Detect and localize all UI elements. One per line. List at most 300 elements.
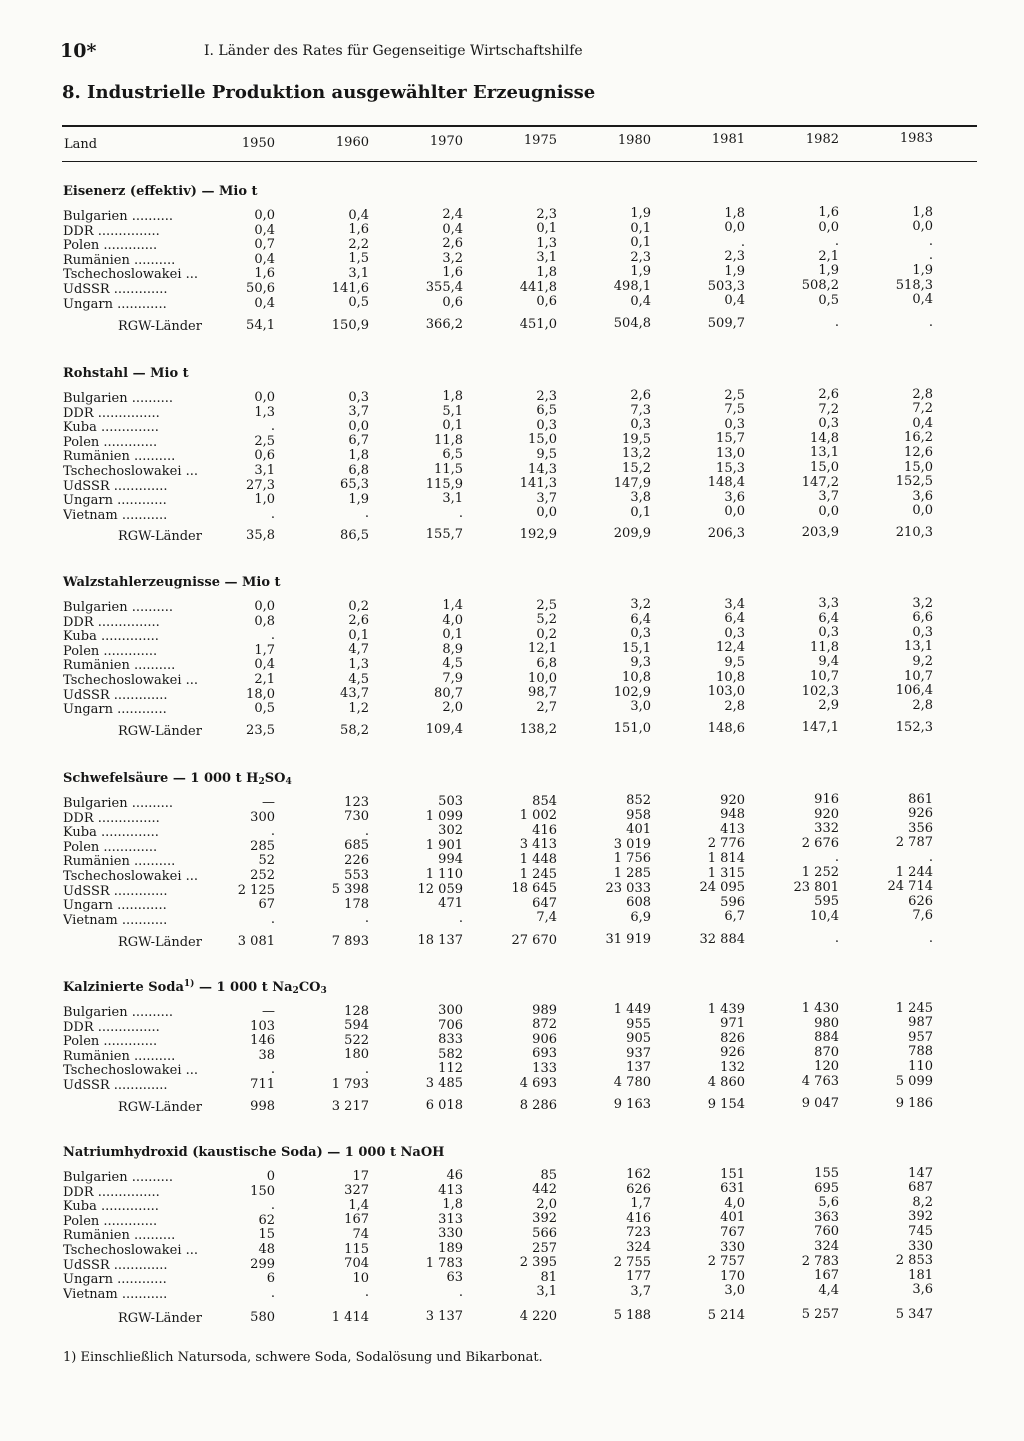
table-cell: 0,0 bbox=[536, 505, 557, 521]
table-cell: . bbox=[834, 850, 839, 866]
table-cell: 7,4 bbox=[536, 910, 557, 926]
table-cell: 27,3 bbox=[246, 477, 275, 493]
table-cell: 0,3 bbox=[630, 417, 651, 433]
column-header-year: 1980 bbox=[617, 133, 651, 148]
table-cell: 1 245 bbox=[895, 1000, 933, 1016]
total-label: RGW-Länder bbox=[118, 319, 202, 334]
table-cell: 5 398 bbox=[331, 882, 369, 898]
table-cell: 416 bbox=[626, 1210, 651, 1226]
row-label: Tschechoslowakei ... bbox=[63, 674, 199, 688]
table-cell: 994 bbox=[438, 852, 463, 868]
table-cell: 170 bbox=[720, 1268, 745, 1284]
row-label: Kuba .............. bbox=[63, 630, 159, 645]
page-header bbox=[60, 40, 620, 64]
column-header-row bbox=[0, 131, 1024, 154]
table-cell: . bbox=[834, 234, 839, 250]
table-cell: 299 bbox=[250, 1256, 275, 1272]
row-label: UdSSR ............. bbox=[63, 884, 168, 899]
table-cell: 905 bbox=[626, 1031, 651, 1047]
table-cell: 0,1 bbox=[536, 221, 557, 237]
table-cell: 1,8 bbox=[536, 264, 557, 280]
table-cell: 24 714 bbox=[887, 879, 933, 895]
table-cell: 1 449 bbox=[613, 1002, 651, 1017]
table-cell: 1 793 bbox=[331, 1076, 369, 1092]
total-cell: . bbox=[928, 314, 933, 330]
table-cell: 631 bbox=[720, 1181, 745, 1197]
row-label: Polen ............. bbox=[63, 840, 158, 855]
table-cell: — bbox=[262, 1004, 275, 1019]
table-cell: 1 783 bbox=[425, 1255, 463, 1271]
row-label: Kuba .............. bbox=[63, 826, 159, 841]
table-cell: 7,2 bbox=[912, 401, 933, 417]
table-cell: 0,2 bbox=[348, 598, 369, 614]
table-cell: 2,8 bbox=[912, 697, 933, 713]
table-cell: 38 bbox=[258, 1047, 275, 1063]
table-cell: 955 bbox=[626, 1016, 651, 1032]
table-cell: 148,4 bbox=[707, 475, 745, 491]
table-cell: 327 bbox=[344, 1183, 369, 1199]
table-cell: 50,6 bbox=[246, 281, 275, 296]
total-cell: 3 137 bbox=[425, 1309, 463, 1324]
table-cell: 1,5 bbox=[348, 251, 369, 267]
chemical-formula-part: 2 bbox=[292, 986, 299, 996]
total-cell: 148,6 bbox=[707, 720, 745, 736]
table-cell: . bbox=[458, 1284, 463, 1300]
table-cell: 833 bbox=[438, 1032, 463, 1048]
table-cell: 1 315 bbox=[707, 865, 745, 881]
table-cell: 103,0 bbox=[707, 684, 745, 700]
table-cell: 2,6 bbox=[818, 387, 839, 402]
table-cell: 177 bbox=[626, 1269, 651, 1285]
column-header-year: 1981 bbox=[711, 132, 745, 147]
table-cell: 1 448 bbox=[519, 851, 557, 867]
section-title-text: Kalzinierte Soda bbox=[63, 980, 184, 995]
total-cell: 203,9 bbox=[801, 525, 839, 540]
table-cell: 0,7 bbox=[254, 237, 275, 253]
table-cell: 2,3 bbox=[536, 388, 557, 404]
table-cell: 0,4 bbox=[254, 251, 275, 267]
table-cell: 0,4 bbox=[254, 295, 275, 311]
column-header-year: 1983 bbox=[899, 131, 933, 146]
table-cell: 189 bbox=[438, 1241, 463, 1256]
table-cell: 9,5 bbox=[536, 446, 557, 462]
table-cell: 2,3 bbox=[630, 249, 651, 265]
table-cell: 12,4 bbox=[716, 640, 745, 656]
table-cell: 7,9 bbox=[442, 671, 463, 686]
total-cell: 54,1 bbox=[246, 318, 275, 333]
table-cell: 0,0 bbox=[254, 208, 275, 223]
table-cell: 3,6 bbox=[912, 488, 933, 504]
table-cell: 1,8 bbox=[348, 447, 369, 463]
table-cell: 3,1 bbox=[536, 250, 557, 266]
row-label: Rumänien .......... bbox=[63, 1049, 176, 1064]
table-cell: 85 bbox=[540, 1167, 557, 1183]
table-cell: 3,1 bbox=[254, 463, 275, 478]
table-cell: 926 bbox=[720, 1045, 745, 1061]
table-cell: 15,7 bbox=[716, 431, 745, 447]
total-cell: 9 154 bbox=[707, 1096, 745, 1112]
section-title-text: Rohstahl — Mio t bbox=[63, 366, 189, 381]
table-cell: 5,6 bbox=[818, 1195, 839, 1211]
table-cell: 441,8 bbox=[519, 279, 557, 295]
table-cell: . bbox=[270, 824, 275, 840]
table-cell: 0,0 bbox=[912, 219, 933, 235]
table-cell: 10,8 bbox=[622, 670, 651, 685]
table-cell: 3,1 bbox=[442, 491, 463, 507]
table-cell: 17 bbox=[352, 1168, 369, 1184]
total-cell: 150,9 bbox=[331, 317, 369, 333]
total-cell: 58,2 bbox=[340, 722, 369, 738]
table-cell: 1 099 bbox=[425, 808, 463, 824]
table-cell: 0,5 bbox=[254, 701, 275, 717]
table-cell: 330 bbox=[720, 1239, 745, 1255]
table-cell: 300 bbox=[250, 809, 275, 825]
row-label: Tschechoslowakei ... bbox=[63, 870, 199, 884]
table-cell: 0,8 bbox=[254, 613, 275, 629]
table-cell: 401 bbox=[720, 1210, 745, 1226]
total-cell: 451,0 bbox=[519, 316, 557, 332]
row-label: Polen ............. bbox=[63, 239, 158, 254]
table-cell: 0,3 bbox=[724, 625, 745, 641]
table-cell: 0,1 bbox=[348, 627, 369, 643]
row-label: Bulgarien .......... bbox=[63, 797, 174, 811]
total-cell: 109,4 bbox=[425, 722, 463, 737]
table-cell: 442 bbox=[532, 1182, 557, 1198]
table-cell: 926 bbox=[908, 806, 933, 822]
table-cell: 146 bbox=[250, 1033, 275, 1049]
table-cell: 1 110 bbox=[425, 867, 463, 882]
total-cell: 206,3 bbox=[707, 525, 745, 541]
table-cell: 0,5 bbox=[818, 292, 839, 308]
table-cell: 1,9 bbox=[818, 263, 839, 279]
table-cell: 11,5 bbox=[434, 462, 463, 477]
table-cell: 313 bbox=[438, 1211, 463, 1227]
section-title bbox=[63, 771, 292, 786]
total-label: RGW-Länder bbox=[118, 935, 202, 950]
table-cell: 566 bbox=[532, 1225, 557, 1241]
table-cell: 1,4 bbox=[442, 598, 463, 613]
table-cell: 4,4 bbox=[818, 1282, 839, 1298]
table-cell: 180 bbox=[344, 1047, 369, 1063]
table-cell: . bbox=[928, 233, 933, 249]
table-cell: 10,0 bbox=[528, 670, 557, 686]
row-label: Bulgarien .......... bbox=[63, 1006, 174, 1020]
table-cell: 0,4 bbox=[724, 293, 745, 309]
row-label: Polen ............. bbox=[63, 435, 158, 450]
table-cell: . bbox=[270, 628, 275, 644]
total-cell: 209,9 bbox=[613, 526, 651, 541]
row-label: Bulgarien .......... bbox=[63, 601, 174, 615]
table-cell: 0,0 bbox=[348, 418, 369, 434]
table-cell: 128 bbox=[344, 1003, 369, 1019]
table-cell: . bbox=[740, 234, 745, 250]
total-cell: 86,5 bbox=[340, 527, 369, 543]
chemical-formula-part: H bbox=[246, 771, 259, 786]
table-cell: 363 bbox=[814, 1209, 839, 1225]
row-label: Rumänien .......... bbox=[63, 855, 176, 870]
table-cell: 178 bbox=[344, 896, 369, 912]
table-cell: 1 430 bbox=[801, 1001, 839, 1016]
table-cell: . bbox=[928, 248, 933, 264]
column-header-year: 1982 bbox=[805, 132, 839, 147]
table-cell: 2 676 bbox=[801, 835, 839, 851]
table-cell: 5,2 bbox=[536, 612, 557, 628]
total-cell: 580 bbox=[250, 1310, 275, 1325]
table-cell: 5,1 bbox=[442, 403, 463, 419]
table-cell: 151 bbox=[720, 1166, 745, 1182]
table-cell: 2,8 bbox=[912, 386, 933, 402]
table-cell: 9,3 bbox=[630, 655, 651, 671]
table-cell: 6,7 bbox=[724, 909, 745, 925]
table-cell: 693 bbox=[532, 1046, 557, 1062]
table-cell: 10,4 bbox=[810, 908, 839, 924]
table-cell: 10 bbox=[352, 1270, 369, 1286]
table-cell: 167 bbox=[814, 1268, 839, 1284]
table-cell: 7,2 bbox=[818, 401, 839, 417]
total-cell: 147,1 bbox=[801, 720, 839, 735]
table-cell: 15 bbox=[258, 1227, 275, 1243]
table-cell: 2,6 bbox=[442, 236, 463, 252]
table-cell: 10,8 bbox=[716, 669, 745, 685]
table-cell: 15,0 bbox=[904, 459, 933, 475]
row-label: Polen ............. bbox=[63, 1035, 158, 1050]
table-cell: 471 bbox=[438, 896, 463, 912]
table-cell: . bbox=[270, 506, 275, 522]
row-label: DDR ............... bbox=[63, 811, 160, 826]
table-cell: 1 244 bbox=[895, 864, 933, 880]
table-cell: 6,7 bbox=[348, 433, 369, 449]
column-header-year: 1975 bbox=[523, 133, 557, 148]
table-cell: 300 bbox=[438, 1003, 463, 1018]
table-cell: 647 bbox=[532, 895, 557, 911]
table-cell: 80,7 bbox=[434, 685, 463, 701]
total-cell: 3 081 bbox=[237, 934, 275, 949]
table-cell: . bbox=[270, 1198, 275, 1214]
table-cell: 18 645 bbox=[511, 881, 557, 897]
table-cell: 503 bbox=[438, 794, 463, 809]
table-cell: 2,0 bbox=[536, 1196, 557, 1212]
table-cell: 1,9 bbox=[630, 264, 651, 280]
total-cell: 31 919 bbox=[605, 932, 651, 947]
table-cell: 46 bbox=[446, 1168, 463, 1183]
table-cell: 257 bbox=[532, 1240, 557, 1256]
table-cell: 392 bbox=[532, 1211, 557, 1227]
total-cell: 9 186 bbox=[895, 1095, 933, 1111]
row-label: Ungarn ............ bbox=[63, 899, 167, 914]
chemical-formula-part: 4 bbox=[285, 777, 292, 787]
table-cell: 687 bbox=[908, 1180, 933, 1196]
table-cell: 416 bbox=[532, 822, 557, 838]
table-cell: . bbox=[270, 1062, 275, 1078]
table-cell: 98,7 bbox=[528, 685, 557, 701]
table-cell: 971 bbox=[720, 1016, 745, 1032]
table-cell: 3 413 bbox=[519, 837, 557, 853]
section-title-text: Natriumhydroxid (kaustische Soda) — 1 000 t NaOH bbox=[63, 1145, 445, 1160]
table-cell: — bbox=[262, 795, 275, 810]
row-label: Vietnam ........... bbox=[63, 508, 168, 523]
table-cell: 356 bbox=[908, 820, 933, 836]
row-label: Rumänien .......... bbox=[63, 659, 176, 674]
row-label: Ungarn ............ bbox=[63, 1273, 167, 1288]
table-cell: 2 757 bbox=[707, 1254, 745, 1270]
table-cell: 0,6 bbox=[536, 294, 557, 310]
table-cell: 1,9 bbox=[348, 491, 369, 507]
table-cell: 0,0 bbox=[724, 220, 745, 236]
table-cell: . bbox=[458, 505, 463, 521]
total-cell: 18 137 bbox=[417, 933, 463, 948]
table-cell: 102,9 bbox=[613, 684, 651, 700]
row-label: Tschechoslowakei ... bbox=[63, 1244, 199, 1258]
table-cell: 106,4 bbox=[895, 683, 933, 699]
section-title-unit: — 1 000 t bbox=[198, 980, 268, 995]
table-cell: 102,3 bbox=[801, 683, 839, 699]
table-cell: 1,3 bbox=[254, 404, 275, 420]
table-cell: 9,2 bbox=[912, 653, 933, 669]
row-label: Ungarn ............ bbox=[63, 297, 167, 312]
table-cell: 3,7 bbox=[818, 489, 839, 505]
row-label: DDR ............... bbox=[63, 224, 160, 239]
table-cell: 355,4 bbox=[425, 280, 463, 295]
table-cell: 141,6 bbox=[331, 280, 369, 296]
column-header-year: 1950 bbox=[241, 136, 275, 151]
table-cell: 16,2 bbox=[904, 430, 933, 446]
section-title bbox=[63, 366, 189, 381]
table-cell: 252 bbox=[250, 868, 275, 883]
chemical-formula-part: CO bbox=[298, 980, 321, 995]
table-cell: 110 bbox=[908, 1058, 933, 1074]
row-label: Rumänien .......... bbox=[63, 1229, 176, 1244]
table-cell: 906 bbox=[532, 1031, 557, 1047]
table-cell: . bbox=[270, 419, 275, 435]
table-cell: 6 bbox=[266, 1271, 275, 1287]
total-cell: 5 214 bbox=[707, 1307, 745, 1323]
total-cell: 27 670 bbox=[511, 932, 557, 948]
table-cell: 12,6 bbox=[904, 444, 933, 460]
table-cell: 2,2 bbox=[348, 236, 369, 252]
table-cell: 0,4 bbox=[630, 293, 651, 309]
table-cell: 52 bbox=[258, 853, 275, 869]
total-cell: 23,5 bbox=[246, 723, 275, 738]
table-cell: . bbox=[270, 911, 275, 927]
column-header-land: Land bbox=[64, 137, 98, 152]
table-cell: 10,7 bbox=[904, 668, 933, 684]
table-cell: 2 783 bbox=[801, 1253, 839, 1269]
table-cell: 2,5 bbox=[536, 597, 557, 613]
table-cell: 0,1 bbox=[630, 220, 651, 236]
table-cell: . bbox=[364, 823, 369, 839]
table-cell: 916 bbox=[814, 792, 839, 807]
total-cell: 504,8 bbox=[613, 316, 651, 331]
table-cell: 147,2 bbox=[801, 474, 839, 490]
total-cell: 210,3 bbox=[895, 524, 933, 540]
table-cell: 0,3 bbox=[818, 416, 839, 432]
table-cell: 4,0 bbox=[724, 1195, 745, 1211]
table-cell: 0,4 bbox=[912, 415, 933, 431]
table-cell: 1,6 bbox=[348, 222, 369, 238]
table-cell: 788 bbox=[908, 1044, 933, 1060]
total-cell: 998 bbox=[250, 1099, 275, 1114]
row-label: UdSSR ............. bbox=[63, 1258, 168, 1273]
table-cell: 14,3 bbox=[528, 461, 557, 477]
table-cell: 2,0 bbox=[442, 700, 463, 716]
total-cell: 5 257 bbox=[801, 1307, 839, 1322]
table-cell: 2,4 bbox=[442, 207, 463, 222]
table-cell: 1 901 bbox=[425, 837, 463, 853]
table-cell: 0,1 bbox=[442, 418, 463, 434]
row-label: Rumänien .......... bbox=[63, 450, 176, 465]
table-cell: 0,4 bbox=[442, 221, 463, 237]
column-header-year: 1960 bbox=[335, 135, 369, 150]
table-cell: 0,4 bbox=[254, 657, 275, 673]
table-cell: 498,1 bbox=[613, 279, 651, 294]
table-cell: 518,3 bbox=[895, 277, 933, 293]
chemical-formula-part: 2 bbox=[258, 777, 265, 787]
table-cell: 2,1 bbox=[254, 672, 275, 687]
table-cell: 152,5 bbox=[895, 474, 933, 490]
table-cell: 3,8 bbox=[630, 490, 651, 506]
table-cell: 704 bbox=[344, 1256, 369, 1272]
table-cell: 1 814 bbox=[707, 850, 745, 866]
table-cell: 133 bbox=[532, 1060, 557, 1076]
table-cell: 594 bbox=[344, 1018, 369, 1034]
table-cell: 1,8 bbox=[912, 204, 933, 220]
table-cell: 0,3 bbox=[724, 416, 745, 432]
table-cell: 920 bbox=[720, 792, 745, 808]
total-cell: 8 286 bbox=[519, 1097, 557, 1113]
table-cell: 1,9 bbox=[630, 206, 651, 221]
table-cell: 141,3 bbox=[519, 476, 557, 492]
table-cell: 1,9 bbox=[724, 263, 745, 279]
table-cell: 3,3 bbox=[818, 596, 839, 611]
table-cell: 62 bbox=[258, 1212, 275, 1228]
row-label: Tschechoslowakei ... bbox=[63, 268, 199, 283]
table-cell: 330 bbox=[438, 1226, 463, 1242]
table-cell: 1,0 bbox=[254, 492, 275, 508]
total-cell: 6 018 bbox=[425, 1098, 463, 1113]
table-cell: 13,1 bbox=[810, 445, 839, 461]
table-cell: 3,2 bbox=[630, 597, 651, 612]
section-title bbox=[63, 1145, 444, 1160]
table-cell: 1,8 bbox=[442, 389, 463, 404]
total-cell: 155,7 bbox=[425, 527, 463, 542]
table-cell: 760 bbox=[814, 1224, 839, 1240]
table-cell: 3,2 bbox=[442, 250, 463, 266]
column-header-year: 1970 bbox=[429, 134, 463, 149]
table-cell: 0,6 bbox=[442, 294, 463, 310]
table-cell: 0,3 bbox=[348, 389, 369, 405]
table-cell: 884 bbox=[814, 1030, 839, 1046]
total-cell: 152,3 bbox=[895, 719, 933, 735]
table-cell: 2 787 bbox=[895, 835, 933, 851]
table-cell: 4 780 bbox=[613, 1075, 651, 1090]
table-cell: 872 bbox=[532, 1017, 557, 1033]
table-cell: 2,6 bbox=[348, 613, 369, 629]
table-cell: 120 bbox=[814, 1059, 839, 1075]
table-cell: 0,3 bbox=[818, 625, 839, 641]
table-cell: 1,8 bbox=[724, 205, 745, 221]
table-cell: 181 bbox=[908, 1267, 933, 1283]
table-cell: 23 801 bbox=[793, 879, 839, 895]
table-cell: 0,6 bbox=[254, 448, 275, 464]
table-cell: 0,5 bbox=[348, 295, 369, 311]
table-cell: 2 755 bbox=[613, 1254, 651, 1270]
row-label: Polen ............. bbox=[63, 644, 158, 659]
row-label: Ungarn ............ bbox=[63, 494, 167, 509]
table-cell: 711 bbox=[250, 1077, 275, 1092]
table-cell: 1,8 bbox=[442, 1197, 463, 1213]
table-cell: 115,9 bbox=[425, 476, 463, 492]
table-cell: 1,3 bbox=[536, 235, 557, 251]
